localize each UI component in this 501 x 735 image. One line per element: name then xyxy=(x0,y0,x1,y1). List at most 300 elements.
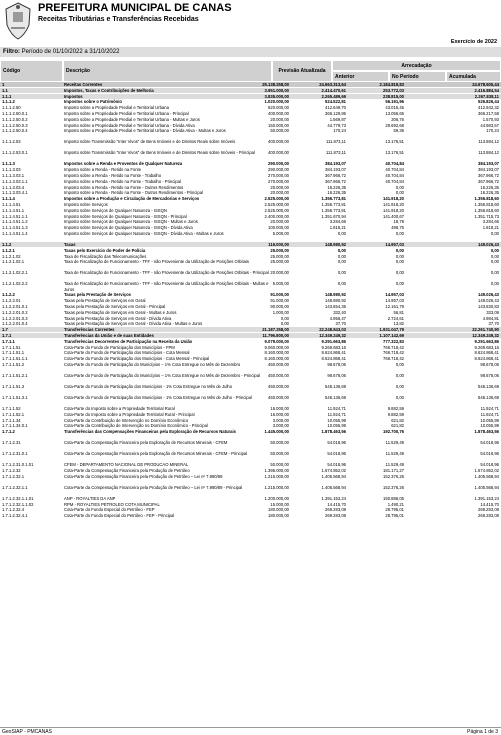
row-previous: 0,00 xyxy=(337,281,346,287)
row-accumulated: 1.356.818,60 xyxy=(474,202,499,207)
row-period: 1.107.142,69 xyxy=(379,333,404,338)
table-row xyxy=(0,298,501,303)
row-previous: 10.055,99 xyxy=(327,423,346,429)
row-previous: 0,00 xyxy=(337,231,346,236)
filter-label: Filtro: xyxy=(3,49,20,55)
row-code: 1.1.1 xyxy=(2,93,12,99)
row-forecast: 25.138.258,00 xyxy=(262,82,289,87)
row-previous: 1.356.773,81 xyxy=(321,202,346,207)
row-forecast: 450.000,00 xyxy=(268,395,289,400)
row-code: 1.7.1.1.51.1 xyxy=(2,350,25,356)
row-accumulated: 54.018,96 xyxy=(480,440,499,446)
row-accumulated: 113.884,12 xyxy=(478,139,499,145)
row-previous: 332,40 xyxy=(333,309,346,315)
row-code: 1.7.1.2.32.4 xyxy=(2,507,25,513)
row-period: 498,75 xyxy=(391,225,404,231)
row-code: 1.7 xyxy=(2,327,8,333)
row-period: 766.718,42 xyxy=(383,350,404,356)
table-row xyxy=(0,429,501,439)
row-accumulated: 366.217,58 xyxy=(478,111,499,116)
row-period: 152.376,26 xyxy=(383,484,404,490)
row-previous: 384.193,07 xyxy=(325,161,346,167)
row-forecast: 25.000,00 xyxy=(270,253,289,259)
row-previous: 269.283,08 xyxy=(325,507,346,513)
row-previous: 2.414.470,61 xyxy=(321,87,346,93)
row-code: 1.1.1.2.50.0.4 xyxy=(2,128,28,134)
table-row xyxy=(0,231,501,241)
row-accumulated: 149.026,43 xyxy=(478,292,499,298)
row-accumulated: 44.983,57 xyxy=(480,122,499,128)
row-period: 621,82 xyxy=(391,417,404,423)
row-code: 1.7.1.2.31.0.1 xyxy=(2,451,28,457)
row-description: Cota-Parte da Compensação Financeira pela Produção de Petróleo – Lei nº 7.990/89 - Principal xyxy=(64,484,243,490)
table-row xyxy=(0,292,501,297)
row-description: Cota-Parte da Contribuição de Intervenção no Domínio Econômico - Principal xyxy=(64,423,208,429)
row-code: 1.7.1.1.52.1 xyxy=(2,411,25,417)
table-row xyxy=(0,474,501,484)
row-accumulated: 37,70 xyxy=(488,321,499,327)
row-forecast: 400.000,00 xyxy=(268,111,289,116)
row-description: Impostos xyxy=(64,93,83,99)
row-description: Imposto sobre a Propriedade Predial e Territorial Urbana - Dívida Ativa xyxy=(64,122,195,128)
row-forecast: 8.160.000,00 xyxy=(264,356,289,362)
row-accumulated: 2.416.884,54 xyxy=(474,87,499,93)
row-period: 0,00 xyxy=(395,259,404,265)
row-description: RPM - ROYALTIES PETROLEO COTA MUNICIPAL xyxy=(64,501,160,507)
row-code: 1.1.1.2.50.0.2 xyxy=(2,116,28,122)
row-period: 0,00 xyxy=(395,247,404,253)
row-forecast: 16.000,00 xyxy=(270,406,289,411)
row-period: 0,00 xyxy=(395,270,404,276)
row-forecast: 20.000,00 xyxy=(270,270,289,276)
row-forecast: 91.000,00 xyxy=(270,292,289,298)
row-previous: 16.226,35 xyxy=(327,190,346,196)
row-code: 1.7.1.1.52 xyxy=(2,406,21,411)
row-description: Imposto sobre a Propriedade Predial e Territorial Urbana - Dívida Ativa - Multas e Juros xyxy=(64,128,226,134)
row-code: 1.1.1.3 xyxy=(2,161,15,167)
row-forecast: 20.000,00 xyxy=(270,184,289,190)
row-description: Cota-Parte do Imposto sobre a Propriedade Territorial Rural xyxy=(64,406,175,411)
row-description: Impostos sobre a Produção e Circulação de Mercadorias e Serviços xyxy=(64,196,200,202)
row-previous: 0,00 xyxy=(337,270,346,276)
row-code: 1.1.1.4.51.1.2 xyxy=(2,219,28,225)
row-forecast: 50.000,00 xyxy=(270,462,289,468)
row-code: 1.7.1.2.32.1.1 xyxy=(2,484,28,490)
row-period: 2.184.819,83 xyxy=(379,82,404,87)
table-row xyxy=(0,214,501,219)
row-period: 56.191,96 xyxy=(385,99,404,105)
row-accumulated: 1.818,21 xyxy=(482,225,499,231)
table-row xyxy=(0,117,501,122)
row-accumulated: 16.226,35 xyxy=(480,190,499,196)
row-period: 238.815,00 xyxy=(383,93,404,99)
row-code: 1.1.2.1.02.1 xyxy=(2,259,25,265)
row-previous: 524.522,81 xyxy=(325,99,346,105)
row-accumulated: 1.405.568,94 xyxy=(474,473,499,479)
table-row xyxy=(0,225,501,230)
row-previous: 9.269.683,16 xyxy=(321,344,346,350)
row-period: 150.886,05 xyxy=(383,495,404,501)
row-code: 1.1.2.2.01.0.2 xyxy=(2,309,28,315)
row-previous: 1.405.568,94 xyxy=(321,473,346,479)
row-accumulated: 269.283,08 xyxy=(478,513,499,519)
row-previous: 367.966,72 xyxy=(325,173,346,178)
table-row xyxy=(0,462,501,467)
row-previous: 37,70 xyxy=(335,321,346,327)
row-accumulated: 149.026,43 xyxy=(478,242,499,247)
row-period: 0,00 xyxy=(395,190,404,196)
row-period: 12.161,79 xyxy=(385,304,404,309)
table-row xyxy=(0,248,501,253)
row-period: 43.015,45 xyxy=(385,105,404,111)
row-previous: 148.980,92 xyxy=(325,242,346,247)
row-description: Cota-Parte da Compensação Financeira pela Exploração de Recursos Minerais - CFEM xyxy=(64,440,228,446)
row-accumulated: 9.291.663,86 xyxy=(474,338,499,344)
row-accumulated: 0,00 xyxy=(490,281,499,287)
row-period: 192.700,76 xyxy=(383,429,404,435)
row-accumulated: 9.269.683,16 xyxy=(474,344,499,350)
row-description: CFEM - DEPARTAMENTO NACIONAL DE PRODUCAO MINERAL xyxy=(64,462,189,468)
row-description: Imposto sobre Serviços de Qualquer Natureza - ISSQN - Principal xyxy=(64,213,187,219)
row-forecast: 1.000,00 xyxy=(272,309,289,315)
row-code: 1.1.1.2 xyxy=(2,99,15,105)
row-period: 11.529,49 xyxy=(385,462,404,468)
row-period: 11.529,49 xyxy=(385,440,404,446)
row-forecast: 100.000,00 xyxy=(268,225,289,231)
row-previous: 14.415,70 xyxy=(327,501,346,507)
row-description: Taxa de Fiscalização de Funcionamento - TFF - não Proveniente da Utilização de Posições Orbitais - Multas e Juros xyxy=(64,281,269,292)
table-row xyxy=(0,321,501,326)
table-row xyxy=(0,254,501,259)
row-previous: 143.654,35 xyxy=(325,304,346,309)
row-period: 0,00 xyxy=(395,384,404,389)
row-period: 2.724,61 xyxy=(387,315,404,321)
row-previous: 111.873,11 xyxy=(325,139,346,145)
table-row xyxy=(0,123,501,128)
row-accumulated: 0,00 xyxy=(490,231,499,236)
table-row xyxy=(0,82,501,87)
row-description: Taxas pela Prestação de Serviços em Geral xyxy=(64,298,146,304)
row-forecast: 2.525.000,00 xyxy=(264,202,289,207)
row-code: 1 xyxy=(2,82,5,87)
row-accumulated: 54.018,96 xyxy=(480,451,499,457)
row-accumulated: 4.984,81 xyxy=(482,315,499,321)
row-previous: 546.136,69 xyxy=(325,395,346,400)
row-forecast: 1.200.000,00 xyxy=(264,495,289,501)
row-accumulated: 12.349.249,32 xyxy=(472,333,499,338)
row-previous: 546.136,69 xyxy=(325,384,346,389)
row-description: Taxa de Fiscalização das Telecomunicações xyxy=(64,253,147,259)
row-forecast: 50.000,00 xyxy=(270,440,289,446)
row-previous: 9.291.663,86 xyxy=(321,338,346,344)
column-header-previsao: Previsão Atualizada xyxy=(272,60,332,82)
row-description: Imposto sobre a Renda - Retido na Fonte - Trabalho xyxy=(64,173,162,178)
row-description: Cota-Parte do Fundo Especial do Petróleo - FEP xyxy=(64,507,155,513)
row-forecast: 3.951.000,00 xyxy=(264,87,289,93)
table-row xyxy=(0,440,501,450)
row-description: Taxas pela Prestação de Serviços em Geral - Dívida Ativa xyxy=(64,315,172,321)
row-period: 13.176,51 xyxy=(385,139,404,145)
table-row xyxy=(0,507,501,512)
row-forecast: 620.000,00 xyxy=(268,105,289,111)
table-row xyxy=(0,345,501,350)
row-code: 1.7.1.2 xyxy=(2,429,15,435)
row-code: 1.7.1.2.32.1.1.01 xyxy=(2,495,34,501)
row-previous: 1.878.463,56 xyxy=(321,429,346,435)
row-code: 1.1.2.2 xyxy=(2,292,15,298)
table-row xyxy=(0,111,501,116)
row-description: Transferências da União e de suas Entidades xyxy=(64,333,154,338)
column-header-acumulada: Acumulada xyxy=(446,71,501,82)
row-previous: 98.678,06 xyxy=(327,362,346,367)
table-header xyxy=(0,60,501,82)
row-description: Cota-Parte do Fundo de Participação do Municípios – 1% Cota Entregue no Mês de Dezembro - Principal xyxy=(64,373,260,378)
row-forecast: 1.020.000,00 xyxy=(264,99,289,105)
table-row xyxy=(0,451,501,461)
row-period: 59,36 xyxy=(393,128,404,134)
row-forecast: 400.000,00 xyxy=(268,150,289,156)
table-row xyxy=(0,468,501,473)
row-forecast: 2.525.000,00 xyxy=(264,207,289,213)
row-previous: 384.193,07 xyxy=(325,167,346,173)
row-period: 13.056,65 xyxy=(385,111,404,116)
table-row xyxy=(0,502,501,507)
row-code: 1.1.1.4.51.1 xyxy=(2,207,25,213)
row-code: 1.1.1.4 xyxy=(2,196,15,202)
row-accumulated: 22.261.740,90 xyxy=(472,327,499,333)
row-accumulated: 0,00 xyxy=(490,247,499,253)
row-code: 1.1 xyxy=(2,87,8,93)
row-previous: 11.924,71 xyxy=(327,406,346,411)
row-accumulated: 0,00 xyxy=(490,253,499,259)
row-period: 766.718,42 xyxy=(383,356,404,362)
row-description: Imposto sobre a Renda - Retido na Fonte - Outros Rendimentos xyxy=(64,184,184,190)
row-forecast: 180.000,00 xyxy=(268,507,289,513)
row-previous: 269.283,08 xyxy=(325,513,346,519)
table-row xyxy=(0,418,501,423)
row-forecast: 1.215.000,00 xyxy=(264,473,289,479)
row-description: Imposto sobre a Renda - Retido na Fonte xyxy=(64,167,142,173)
row-accumulated: 3.284,66 xyxy=(482,219,499,225)
column-header-periodo: No Período xyxy=(389,71,446,82)
row-forecast: 20.000,00 xyxy=(270,219,289,225)
row-previous: 1.818,21 xyxy=(329,225,346,231)
row-period: 56,81 xyxy=(393,309,404,315)
row-forecast: 290.000,00 xyxy=(268,161,289,167)
row-previous: 54.018,96 xyxy=(327,440,346,446)
row-code: 1.1.2.2.01.0.3 xyxy=(2,315,28,321)
row-previous: 148.980,92 xyxy=(325,298,346,304)
row-period: 14.957,03 xyxy=(385,298,404,304)
row-previous: 22.248.843,03 xyxy=(319,327,346,333)
row-accumulated: 11.924,71 xyxy=(480,406,499,411)
row-previous: 111.873,11 xyxy=(325,150,346,156)
row-period: 181.171,27 xyxy=(383,468,404,473)
row-previous: 1.351.670,94 xyxy=(321,213,346,219)
table-row xyxy=(0,339,501,344)
municipal-coat-of-arms-icon xyxy=(3,1,33,41)
row-period: 28.795,01 xyxy=(385,513,404,519)
row-description: Cota-Parte do Fundo Especial do Petróleo - FEP - Principal xyxy=(64,513,175,519)
row-period: 621,82 xyxy=(391,423,404,429)
row-accumulated: 14.415,70 xyxy=(480,501,499,507)
row-forecast: 9.079.000,00 xyxy=(264,338,289,344)
table-row xyxy=(0,333,501,338)
row-description: Cota-Parte do Fundo de Participação dos Municípios - 1% Cota Entregue no Mês de Julho xyxy=(64,384,233,389)
row-code: 1.7.1.2.32.1.1.02 xyxy=(2,501,34,507)
row-code: 1.1.1.4.51.1.3 xyxy=(2,225,28,231)
row-code: 1.1.1.2.53 xyxy=(2,139,21,145)
table-row xyxy=(0,356,501,361)
row-previous: 2.265.489,69 xyxy=(321,93,346,99)
row-description: Imposto sobre Transmissão "Inter Vivos" de Bens Imóveis e de Direitos Reais sobre Imóveis xyxy=(64,139,236,145)
row-previous: 0,00 xyxy=(337,259,346,265)
row-accumulated: 2.267.838,11 xyxy=(474,93,499,99)
row-description: Cota-Parte do Fundo de Participação dos Municípios - 1% Cota Entregue no Mês de Julho - Principal xyxy=(64,395,252,400)
table-row xyxy=(0,513,501,518)
table-row xyxy=(0,179,501,184)
row-description: Taxas pela Prestação de Serviços em Geral - Multas e Juros xyxy=(64,309,177,315)
row-code: 1.7.1.2.31 xyxy=(2,440,21,446)
row-accumulated: 0,00 xyxy=(490,270,499,276)
row-description: Taxas pela Prestação de Serviços em Geral - Dívida Ativa - Multas e Juros xyxy=(64,321,203,327)
row-accumulated: 526.826,44 xyxy=(478,99,499,105)
table-row xyxy=(0,270,501,280)
row-code: 1.1.1.4.51 xyxy=(2,202,21,207)
row-period: 0,00 xyxy=(395,395,404,400)
row-forecast: 1.215.000,00 xyxy=(264,484,289,490)
row-period: 1.490,21 xyxy=(387,501,404,507)
table-row xyxy=(0,281,501,291)
row-code: 1.7.1.1.51.3.1 xyxy=(2,395,28,400)
row-previous: 98.678,06 xyxy=(327,373,346,378)
row-description: Taxas xyxy=(64,242,76,247)
table-row xyxy=(0,219,501,224)
row-code: 1.7.1.2.31.0.1.01 xyxy=(2,462,34,468)
row-description: Cota-Parte da Contribuição de Intervenção no Domínio Econômico xyxy=(64,417,189,423)
row-period: 13,82 xyxy=(393,321,404,327)
row-accumulated: 149.026,43 xyxy=(478,298,499,304)
row-code: 1.1.2.2.01.0.4 xyxy=(2,321,28,327)
row-accumulated: 10.055,99 xyxy=(480,423,499,429)
table-row xyxy=(0,362,501,372)
row-period: 40.704,84 xyxy=(385,173,404,178)
table-row xyxy=(0,384,501,394)
row-forecast: 15.000,00 xyxy=(270,501,289,507)
report-header xyxy=(0,0,501,46)
row-forecast: 5.000,00 xyxy=(272,231,289,236)
table-row xyxy=(0,185,501,190)
column-group-arrecadacao: Arrecadação xyxy=(332,60,501,71)
table-row xyxy=(0,161,501,166)
row-period: 0,00 xyxy=(395,362,404,367)
row-previous: 170,24 xyxy=(333,128,346,134)
footer-system-name: GeoSIAP - PMCANAS xyxy=(2,729,52,735)
table-row xyxy=(0,173,501,178)
row-period: 0,00 xyxy=(395,373,404,378)
row-period: 0,00 xyxy=(395,184,404,190)
row-accumulated: 546.136,69 xyxy=(478,384,499,389)
row-period: 0,00 xyxy=(395,231,404,236)
row-forecast: 180.000,00 xyxy=(268,513,289,519)
row-forecast: 21.187.258,00 xyxy=(262,327,289,333)
row-code: 1.7.1.1.34 xyxy=(2,417,21,423)
row-code: 1.1.2.1.02.2.1 xyxy=(2,270,28,276)
table-row xyxy=(0,316,501,321)
row-code: 1.7.1.1.34.0.1 xyxy=(2,423,28,429)
row-previous: 148.980,92 xyxy=(325,292,346,298)
row-period: 29.692,68 xyxy=(385,122,404,128)
table-row xyxy=(0,350,501,355)
row-accumulated: 367.966,72 xyxy=(478,173,499,178)
table-row xyxy=(0,395,501,405)
row-forecast: 5.000,00 xyxy=(272,281,289,287)
table-row xyxy=(0,406,501,411)
row-code: 1.7.1.1.51.3 xyxy=(2,384,25,389)
row-previous: 4.956,47 xyxy=(329,315,346,321)
row-description: Imposto sobre Serviços de Qualquer Natureza - ISSQN - Dívida Ativa xyxy=(64,225,193,231)
row-previous: 54.018,96 xyxy=(327,462,346,468)
row-accumulated: 11.924,71 xyxy=(480,411,499,417)
row-forecast: 9.060.000,00 xyxy=(264,344,289,350)
table-row xyxy=(0,150,501,160)
row-accumulated: 1.570,93 xyxy=(482,116,499,122)
row-period: 141.400,67 xyxy=(383,213,404,219)
row-accumulated: 0,00 xyxy=(490,259,499,265)
row-accumulated: 333,09 xyxy=(486,309,499,315)
row-accumulated: 1.391.153,24 xyxy=(474,495,499,501)
row-forecast: 270.000,00 xyxy=(268,173,289,178)
row-forecast: 25.000,00 xyxy=(270,259,289,265)
row-code: 1.1.2.1 xyxy=(2,247,15,253)
filter-bar xyxy=(0,47,501,57)
table-row xyxy=(0,88,501,93)
row-forecast: 0,00 xyxy=(280,321,289,327)
row-previous: 1.356.773,81 xyxy=(321,196,346,202)
row-code: 1.1.2 xyxy=(2,242,12,247)
table-row xyxy=(0,105,501,110)
column-header-descricao: Descrição xyxy=(63,60,272,82)
row-code: 1.1.2.2.01.0.1 xyxy=(2,304,28,309)
row-previous: 367.966,72 xyxy=(325,178,346,184)
row-code: 1.7.1.1.51 xyxy=(2,344,21,350)
row-description: Impostos, Taxas e Contribuições de Melhoria xyxy=(64,87,154,93)
row-code: 1.7.1.2.32 xyxy=(2,468,21,473)
row-forecast: 91.000,00 xyxy=(270,298,289,304)
row-accumulated: 1.356.818,60 xyxy=(474,196,499,202)
row-description: Cota-Parte do Fundo de Participação dos Municípios - FPM xyxy=(64,344,175,350)
row-period: 152.376,26 xyxy=(383,473,404,479)
row-forecast: 50.000,00 xyxy=(270,451,289,457)
row-code: 1.7.1.1.51.1.1 xyxy=(2,356,28,362)
row-code: 1.7.1.1 xyxy=(2,338,15,344)
table-row xyxy=(0,259,501,269)
table-row xyxy=(0,242,501,247)
row-description: Imposto sobre a Propriedade Predial e Territorial Urbana - Multas e Juros xyxy=(64,116,200,122)
row-code: 1.1.1.3.03.4.1 xyxy=(2,190,28,196)
row-previous: 8.624.868,41 xyxy=(321,350,346,356)
row-description: Imposto sobre a Propriedade Predial e Territorial Urbana xyxy=(64,105,169,111)
row-period: 253.772,03 xyxy=(383,87,404,93)
row-code: 1.1.1.2.50.0.3 xyxy=(2,122,28,128)
row-accumulated: 412.942,32 xyxy=(478,105,499,111)
filter-value: Período de 01/10/2022 a 31/10/2022 xyxy=(21,49,120,55)
row-forecast: 8.160.000,00 xyxy=(264,350,289,356)
row-forecast: 50.000,00 xyxy=(270,128,289,134)
row-previous: 44.779,73 xyxy=(327,122,346,128)
row-previous: 412.649,70 xyxy=(325,105,346,111)
row-description: Imposto sobre Serviços xyxy=(64,202,108,207)
